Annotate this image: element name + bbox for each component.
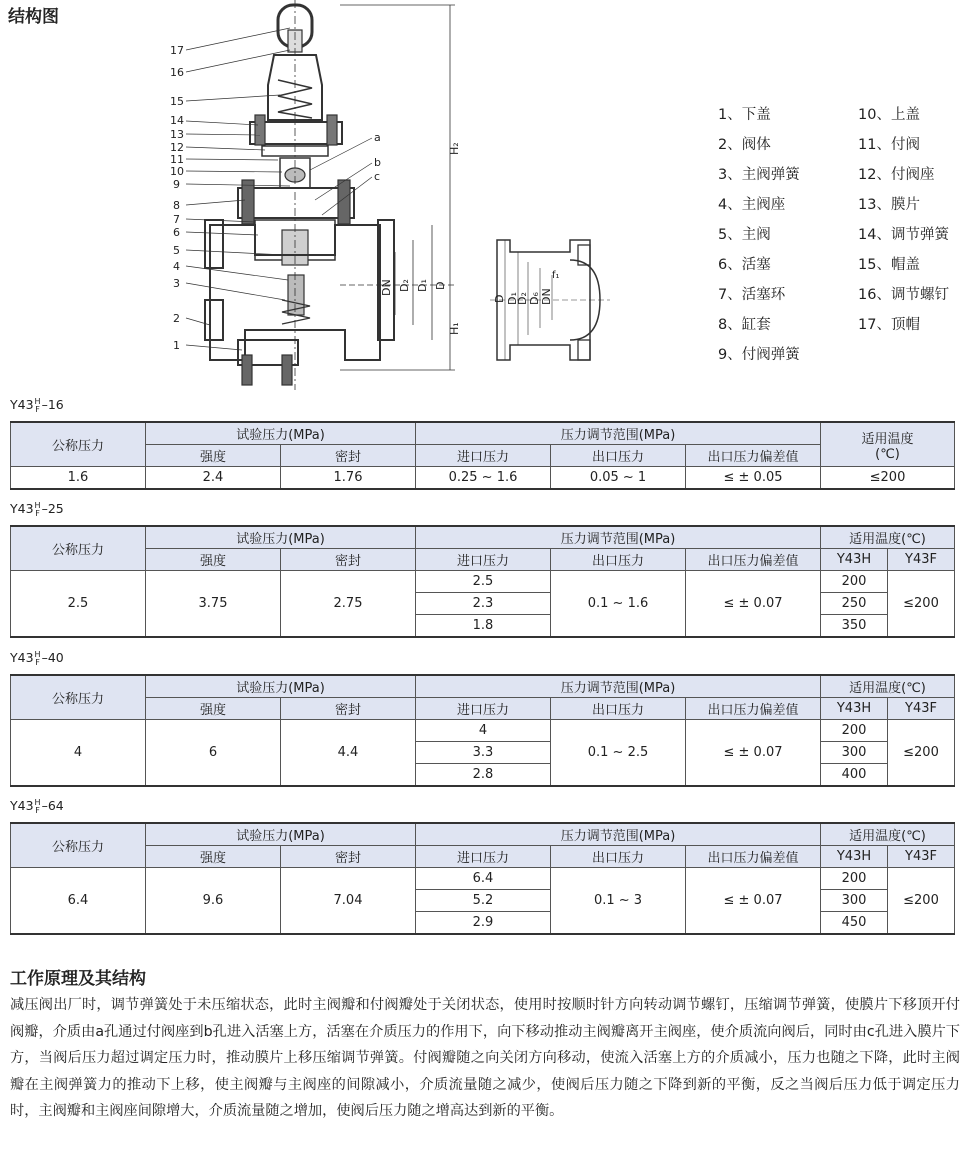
- part-label: 15: [170, 95, 184, 108]
- header-nominal: 公称压力: [11, 526, 146, 571]
- part-label: 1: [173, 339, 180, 352]
- header-outlet: 出口压力: [551, 846, 686, 868]
- list-item: 9、付阀弹簧: [718, 347, 800, 363]
- parts-list-right: [858, 100, 949, 340]
- table-cell: 3.3: [416, 742, 551, 764]
- list-item: 7、活塞环: [718, 287, 786, 303]
- list-item: 1、下盖: [718, 107, 771, 123]
- header-test: 试验压力(MPa): [146, 675, 416, 698]
- table-cell: 0.1 ~ 3: [551, 868, 686, 935]
- part-label: 13: [170, 128, 184, 141]
- list-item: 6、活塞: [718, 257, 771, 273]
- table-cell: ≤200: [821, 467, 955, 490]
- header-range: 压力调节范围(MPa): [416, 526, 821, 549]
- header-inlet: 进口压力: [416, 698, 551, 720]
- part-label: 10: [170, 165, 184, 178]
- table-cell: 2.5: [11, 571, 146, 638]
- dim-label: f₁: [552, 270, 560, 281]
- table-cell: 0.1 ~ 2.5: [551, 720, 686, 787]
- part-label: 12: [170, 141, 184, 154]
- header-temp: 适用温度(℃): [821, 823, 955, 846]
- part-label: 14: [170, 114, 184, 127]
- header-outlet: 出口压力: [551, 698, 686, 720]
- dim-label: D₁: [506, 292, 519, 305]
- table-cell: 4: [416, 720, 551, 742]
- header-inlet: 进口压力: [416, 445, 551, 467]
- table-cell: 2.4: [146, 467, 281, 490]
- table-cell: 450: [821, 912, 888, 935]
- header-test: 试验压力(MPa): [146, 526, 416, 549]
- part-label: 5: [173, 244, 180, 257]
- table-cell: 200: [821, 868, 888, 890]
- dim-label: D: [434, 281, 447, 290]
- table-cell: 5.2: [416, 890, 551, 912]
- header-y43f: Y43F: [888, 549, 955, 571]
- header-nominal: 公称压力: [11, 675, 146, 720]
- header-y43h: Y43H: [821, 549, 888, 571]
- spec-table-16: [10, 421, 955, 490]
- header-seal: 密封: [281, 549, 416, 571]
- dim-label: D: [493, 294, 506, 303]
- table-cell: 0.05 ~ 1: [551, 467, 686, 490]
- header-nominal: 公称压力: [11, 823, 146, 868]
- table-cell: 2.9: [416, 912, 551, 935]
- port-label: a: [374, 131, 381, 144]
- header-strength: 强度: [146, 549, 281, 571]
- table-cell: 4.4: [281, 720, 416, 787]
- table-cell: ≤200: [888, 571, 955, 638]
- header-outlet: 出口压力: [551, 549, 686, 571]
- dim-label: D₂: [516, 292, 529, 305]
- header-inlet: 进口压力: [416, 846, 551, 868]
- table-cell: 6.4: [416, 868, 551, 890]
- list-item: 11、付阀: [858, 137, 920, 153]
- table-cell: 300: [821, 890, 888, 912]
- part-label: 6: [173, 226, 180, 239]
- dim-label: DN: [540, 288, 553, 305]
- header-test: 试验压力(MPa): [146, 823, 416, 846]
- dim-label: D₂: [398, 279, 411, 292]
- principle-paragraph: 减压阀出厂时，调节弹簧处于未压缩状态，此时主阀瓣和付阀瓣处于关闭状态，使用时按顺时针方向转动调节螺钉，压缩调节弹簧，使膜片下移顶开付阀瓣，介质由a孔通过付阀座到b孔进入活塞上方，活塞在介质压力的作用下，向下移动推动主阀瓣离开主阀座，使介质流向阀后，同时由c孔进入膜片下方，当阀后压力超过调定压力时，推动膜片上移压缩调节弹簧。付阀瓣随之向关闭方向移动，使流入活塞上方的介质减小，压力也随之下降，此时主阀瓣在主阀弹簧力的推动下上移，使主阀瓣与主阀座的间隙减小，介质流量随之减少，使阀后压力随之下降到新的平衡，反之当阀后压力低于调定压力时，主阀瓣和主阀座间隙增大，介质流量随之增加，使阀后压力随之增高达到新的平衡。: [10, 997, 960, 1119]
- table-cell: 300: [821, 742, 888, 764]
- table-cell: 1.76: [281, 467, 416, 490]
- table-cell: 200: [821, 571, 888, 593]
- table-cell: ≤ ± 0.07: [686, 720, 821, 787]
- table-cell: 2.8: [416, 764, 551, 787]
- header-y43h: Y43H: [821, 698, 888, 720]
- header-temp: 适用温度(℃): [821, 675, 955, 698]
- part-label: 17: [170, 44, 184, 57]
- list-item: 17、顶帽: [858, 317, 920, 333]
- table-cell: 200: [821, 720, 888, 742]
- table-cell: 1.6: [11, 467, 146, 490]
- table-cell: 0.25 ~ 1.6: [416, 467, 551, 490]
- list-item: 3、主阀弹簧: [718, 167, 800, 183]
- table-cell: 4: [11, 720, 146, 787]
- list-item: 5、主阀: [718, 227, 771, 243]
- dim-label: H₂: [448, 142, 461, 155]
- table-cell: ≤ ± 0.07: [686, 868, 821, 935]
- part-label: 11: [170, 153, 184, 166]
- list-item: 2、阀体: [718, 137, 771, 153]
- table-cell: 3.75: [146, 571, 281, 638]
- header-y43f: Y43F: [888, 698, 955, 720]
- header-nominal: 公称压力: [11, 422, 146, 467]
- model-label: Y43 H F –25: [10, 500, 64, 518]
- table-cell: 250: [821, 593, 888, 615]
- header-range: 压力调节范围(MPa): [416, 675, 821, 698]
- spec-table-25: [10, 525, 955, 638]
- section-title: 工作原理及其结构: [10, 969, 146, 989]
- list-item: 12、付阀座: [858, 167, 935, 183]
- header-y43h: Y43H: [821, 846, 888, 868]
- table-cell: 2.3: [416, 593, 551, 615]
- port-label: b: [374, 156, 381, 169]
- part-label: 9: [173, 178, 180, 191]
- header-range: 压力调节范围(MPa): [416, 823, 821, 846]
- table-cell: ≤200: [888, 868, 955, 935]
- table-cell: 0.1 ~ 1.6: [551, 571, 686, 638]
- dim-label: D₆: [528, 292, 541, 305]
- table-cell: 6: [146, 720, 281, 787]
- list-item: 14、调节弹簧: [858, 227, 949, 243]
- part-label: 3: [173, 277, 180, 290]
- header-strength: 强度: [146, 445, 281, 467]
- header-test: 试验压力(MPa): [146, 422, 416, 445]
- page-title: 结构图: [8, 7, 59, 27]
- part-label: 7: [173, 213, 180, 226]
- header-inlet: 进口压力: [416, 549, 551, 571]
- dim-label: H₁: [448, 322, 461, 335]
- valve-structure-diagram: [150, 0, 670, 400]
- list-item: 10、上盖: [858, 107, 920, 123]
- header-dev: 出口压力偏差值: [686, 445, 821, 467]
- list-item: 4、主阀座: [718, 197, 786, 213]
- part-label: 4: [173, 260, 180, 273]
- part-label: 2: [173, 312, 180, 325]
- table-cell: 400: [821, 764, 888, 787]
- table-cell: 350: [821, 615, 888, 638]
- list-item: 13、膜片: [858, 197, 920, 213]
- header-y43f: Y43F: [888, 846, 955, 868]
- table-cell: 9.6: [146, 868, 281, 935]
- list-item: 15、帽盖: [858, 257, 920, 273]
- table-cell: 6.4: [11, 868, 146, 935]
- part-label: 8: [173, 199, 180, 212]
- spec-table-40: [10, 674, 955, 787]
- header-seal: 密封: [281, 445, 416, 467]
- header-seal: 密封: [281, 846, 416, 868]
- part-label: 16: [170, 66, 184, 79]
- model-label: Y43 H F –16: [10, 396, 64, 414]
- header-range: 压力调节范围(MPa): [416, 422, 821, 445]
- list-item: 16、调节螺钉: [858, 287, 949, 303]
- parts-list-left: [718, 100, 800, 370]
- model-label: Y43 H F –40: [10, 649, 64, 667]
- header-temp: 适用温度(℃): [821, 526, 955, 549]
- header-dev: 出口压力偏差值: [686, 549, 821, 571]
- dim-label: D₁: [416, 279, 429, 292]
- model-label: Y43 H F –64: [10, 797, 64, 815]
- spec-table-64: [10, 822, 955, 935]
- header-temp: 适用温度 (℃): [821, 422, 955, 467]
- table-cell: 7.04: [281, 868, 416, 935]
- header-strength: 强度: [146, 698, 281, 720]
- table-cell: ≤ ± 0.05: [686, 467, 821, 490]
- table-cell: ≤ ± 0.07: [686, 571, 821, 638]
- port-label: c: [374, 170, 381, 183]
- table-cell: 2.75: [281, 571, 416, 638]
- table-cell: 1.8: [416, 615, 551, 638]
- list-item: 8、缸套: [718, 317, 771, 333]
- header-seal: 密封: [281, 698, 416, 720]
- dim-label: DN: [380, 279, 393, 296]
- table-cell: 2.5: [416, 571, 551, 593]
- header-outlet: 出口压力: [551, 445, 686, 467]
- header-strength: 强度: [146, 846, 281, 868]
- table-cell: ≤200: [888, 720, 955, 787]
- header-dev: 出口压力偏差值: [686, 698, 821, 720]
- header-dev: 出口压力偏差值: [686, 846, 821, 868]
